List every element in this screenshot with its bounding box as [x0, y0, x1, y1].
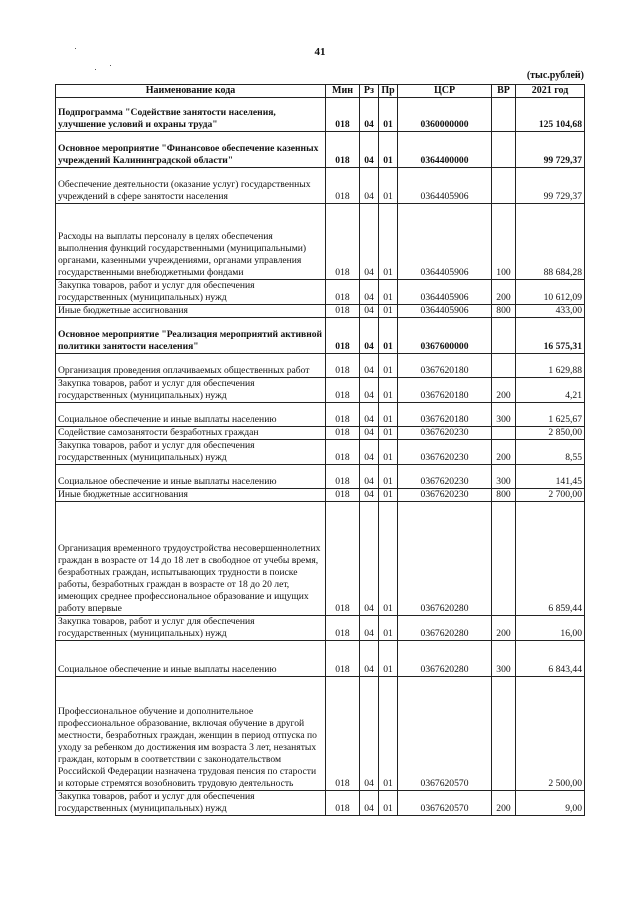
cell-name: Организация проведения оплачиваемых общественных работ [56, 354, 326, 378]
cell-rz: 04 [360, 616, 379, 641]
cell-pr: 01 [379, 280, 398, 305]
cell-name: Социальное обеспечение и иные выплаты населению [56, 641, 326, 677]
cell-vr [492, 427, 516, 440]
table-row [56, 489, 585, 502]
cell-sum: 2 850,00 [516, 427, 585, 440]
cell-name: Иные бюджетные ассигнования [56, 489, 326, 502]
cell-csr: 0364405906 [398, 305, 492, 318]
cell-pr: 01 [379, 677, 398, 791]
table-row [56, 616, 585, 641]
header-csr: ЦСР [398, 85, 492, 98]
cell-name: Основное мероприятие "Реализация мероприятий активной политики занятости населения" [56, 318, 326, 354]
cell-min: 018 [326, 354, 360, 378]
cell-vr [492, 354, 516, 378]
cell-rz: 04 [360, 427, 379, 440]
cell-vr: 800 [492, 305, 516, 318]
cell-sum: 141,45 [516, 465, 585, 489]
cell-vr [492, 168, 516, 204]
cell-min: 018 [326, 427, 360, 440]
cell-min: 018 [326, 378, 360, 403]
cell-min: 018 [326, 204, 360, 280]
cell-name: Социальное обеспечение и иные выплаты населению [56, 403, 326, 427]
cell-vr: 100 [492, 204, 516, 280]
cell-sum: 6 859,44 [516, 502, 585, 616]
cell-csr: 0367620230 [398, 427, 492, 440]
cell-vr [492, 318, 516, 354]
cell-vr: 300 [492, 465, 516, 489]
cell-name: Закупка товаров, работ и услуг для обеспечения государственных (муниципальных) нужд [56, 616, 326, 641]
cell-csr: 0367620230 [398, 465, 492, 489]
cell-csr: 0364405906 [398, 280, 492, 305]
cell-sum: 88 684,28 [516, 204, 585, 280]
cell-vr [492, 502, 516, 616]
table-row [56, 791, 585, 816]
header-year: 2021 год [516, 85, 585, 98]
cell-pr: 01 [379, 616, 398, 641]
cell-pr: 01 [379, 132, 398, 168]
cell-csr: 0367620570 [398, 677, 492, 791]
cell-vr: 200 [492, 378, 516, 403]
cell-sum: 9,00 [516, 791, 585, 816]
cell-sum: 8,55 [516, 440, 585, 465]
cell-min: 018 [326, 98, 360, 132]
cell-name: Расходы на выплаты персоналу в целях обеспечения выполнения функций государственными (муниципальными) органами, казенными учреждениями, органами управления государственными внебюджетными фондами [56, 204, 326, 280]
cell-min: 018 [326, 168, 360, 204]
table-row [56, 204, 585, 280]
cell-name: Закупка товаров, работ и услуг для обеспечения государственных (муниципальных) нужд [56, 791, 326, 816]
cell-csr: 0364405906 [398, 168, 492, 204]
cell-min: 018 [326, 318, 360, 354]
cell-name: Закупка товаров, работ и услуг для обеспечения государственных (муниципальных) нужд [56, 440, 326, 465]
cell-min: 018 [326, 403, 360, 427]
cell-csr: 0367620280 [398, 616, 492, 641]
table-row [56, 168, 585, 204]
cell-min: 018 [326, 791, 360, 816]
cell-vr: 200 [492, 280, 516, 305]
cell-min: 018 [326, 280, 360, 305]
table-row [56, 403, 585, 427]
cell-csr: 0364405906 [398, 204, 492, 280]
cell-csr: 0367620570 [398, 791, 492, 816]
cell-rz: 04 [360, 305, 379, 318]
cell-name: Профессиональное обучение и дополнительное профессиональное образование, включая обучение в другой местности, безработных граждан, женщин в период отпуска по уходу за ребенком до достижения им возраста 3 лет, незанятых граждан, которым в соответствии с законодательством Российской Федерации назначена трудовая пенсия по старости и которые стремятся возобновить трудовую деятельность [56, 677, 326, 791]
table-row [56, 427, 585, 440]
table-row [56, 318, 585, 354]
header-rz: Рз [360, 85, 379, 98]
cell-pr: 01 [379, 440, 398, 465]
table-row [56, 354, 585, 378]
cell-pr: 01 [379, 168, 398, 204]
cell-csr: 0367620180 [398, 403, 492, 427]
cell-pr: 01 [379, 465, 398, 489]
cell-pr: 01 [379, 791, 398, 816]
cell-pr: 01 [379, 378, 398, 403]
cell-pr: 01 [379, 305, 398, 318]
table-row [56, 641, 585, 677]
cell-pr: 01 [379, 641, 398, 677]
cell-vr: 300 [492, 641, 516, 677]
cell-min: 018 [326, 616, 360, 641]
cell-sum: 10 612,09 [516, 280, 585, 305]
units-label: (тыс.рублей) [526, 70, 584, 81]
cell-sum: 2 500,00 [516, 677, 585, 791]
cell-sum: 6 843,44 [516, 641, 585, 677]
cell-name: Закупка товаров, работ и услуг для обеспечения государственных (муниципальных) нужд [56, 378, 326, 403]
table-row [56, 378, 585, 403]
scan-speck [110, 65, 111, 66]
cell-min: 018 [326, 641, 360, 677]
cell-csr: 0367620180 [398, 354, 492, 378]
cell-sum: 433,00 [516, 305, 585, 318]
cell-vr: 800 [492, 489, 516, 502]
cell-vr [492, 677, 516, 791]
cell-sum: 1 629,88 [516, 354, 585, 378]
header-min: Мин [326, 85, 360, 98]
cell-sum: 1 625,67 [516, 403, 585, 427]
table-row [56, 280, 585, 305]
table-row [56, 465, 585, 489]
cell-sum: 99 729,37 [516, 168, 585, 204]
cell-vr: 200 [492, 440, 516, 465]
budget-table [55, 84, 585, 816]
table-row [56, 132, 585, 168]
cell-pr: 01 [379, 502, 398, 616]
cell-rz: 04 [360, 204, 379, 280]
cell-name: Иные бюджетные ассигнования [56, 305, 326, 318]
cell-min: 018 [326, 502, 360, 616]
cell-sum: 16 575,31 [516, 318, 585, 354]
cell-rz: 04 [360, 791, 379, 816]
scan-speck [95, 69, 96, 70]
cell-rz: 04 [360, 403, 379, 427]
header-row [56, 85, 585, 98]
cell-name: Содействие самозанятости безработных граждан [56, 427, 326, 440]
cell-csr: 0360000000 [398, 98, 492, 132]
cell-pr: 01 [379, 403, 398, 427]
cell-name: Организация временного трудоустройства несовершеннолетних граждан в возрасте от 14 до 18 лет в свободное от учебы время, безработных граждан, испытывающих трудности в поиске работы, безработных граждан в возрасте от 18 до 20 лет, имеющих среднее профессиональное образование и ищущих работу впервые [56, 502, 326, 616]
cell-sum: 16,00 [516, 616, 585, 641]
cell-vr [492, 132, 516, 168]
table-row [56, 98, 585, 132]
cell-min: 018 [326, 465, 360, 489]
cell-rz: 04 [360, 465, 379, 489]
cell-rz: 04 [360, 354, 379, 378]
cell-min: 018 [326, 677, 360, 791]
cell-vr [492, 98, 516, 132]
table-row [56, 440, 585, 465]
header-vr: ВР [492, 85, 516, 98]
cell-name: Основное мероприятие "Финансовое обеспечение казенных учреждений Калининградской области" [56, 132, 326, 168]
cell-pr: 01 [379, 318, 398, 354]
cell-pr: 01 [379, 489, 398, 502]
cell-rz: 04 [360, 318, 379, 354]
cell-csr: 0367620230 [398, 489, 492, 502]
table-row [56, 305, 585, 318]
cell-csr: 0367620280 [398, 641, 492, 677]
cell-min: 018 [326, 440, 360, 465]
cell-min: 018 [326, 132, 360, 168]
cell-csr: 0367600000 [398, 318, 492, 354]
cell-rz: 04 [360, 677, 379, 791]
cell-rz: 04 [360, 280, 379, 305]
cell-name: Подпрограмма "Содействие занятости населения, улучшение условий и охраны труда" [56, 98, 326, 132]
cell-name: Обеспечение деятельности (оказание услуг) государственных учреждений в сфере занятости населения [56, 168, 326, 204]
cell-sum: 99 729,37 [516, 132, 585, 168]
header-name: Наименование кода [56, 85, 326, 98]
cell-pr: 01 [379, 427, 398, 440]
cell-vr: 300 [492, 403, 516, 427]
cell-min: 018 [326, 305, 360, 318]
cell-rz: 04 [360, 641, 379, 677]
cell-name: Социальное обеспечение и иные выплаты населению [56, 465, 326, 489]
cell-csr: 0367620280 [398, 502, 492, 616]
cell-rz: 04 [360, 98, 379, 132]
cell-rz: 04 [360, 502, 379, 616]
cell-rz: 04 [360, 489, 379, 502]
cell-vr: 200 [492, 791, 516, 816]
cell-sum: 125 104,68 [516, 98, 585, 132]
cell-csr: 0364400000 [398, 132, 492, 168]
cell-csr: 0367620180 [398, 378, 492, 403]
page-number: 41 [314, 46, 326, 58]
table-row [56, 502, 585, 616]
table-row [56, 677, 585, 791]
cell-rz: 04 [360, 132, 379, 168]
cell-rz: 04 [360, 378, 379, 403]
cell-sum: 4,21 [516, 378, 585, 403]
cell-pr: 01 [379, 354, 398, 378]
cell-min: 018 [326, 489, 360, 502]
cell-pr: 01 [379, 98, 398, 132]
cell-pr: 01 [379, 204, 398, 280]
cell-rz: 04 [360, 440, 379, 465]
scan-speck [75, 48, 76, 49]
header-pr: Пр [379, 85, 398, 98]
cell-sum: 2 700,00 [516, 489, 585, 502]
cell-name: Закупка товаров, работ и услуг для обеспечения государственных (муниципальных) нужд [56, 280, 326, 305]
cell-rz: 04 [360, 168, 379, 204]
cell-vr: 200 [492, 616, 516, 641]
cell-csr: 0367620230 [398, 440, 492, 465]
